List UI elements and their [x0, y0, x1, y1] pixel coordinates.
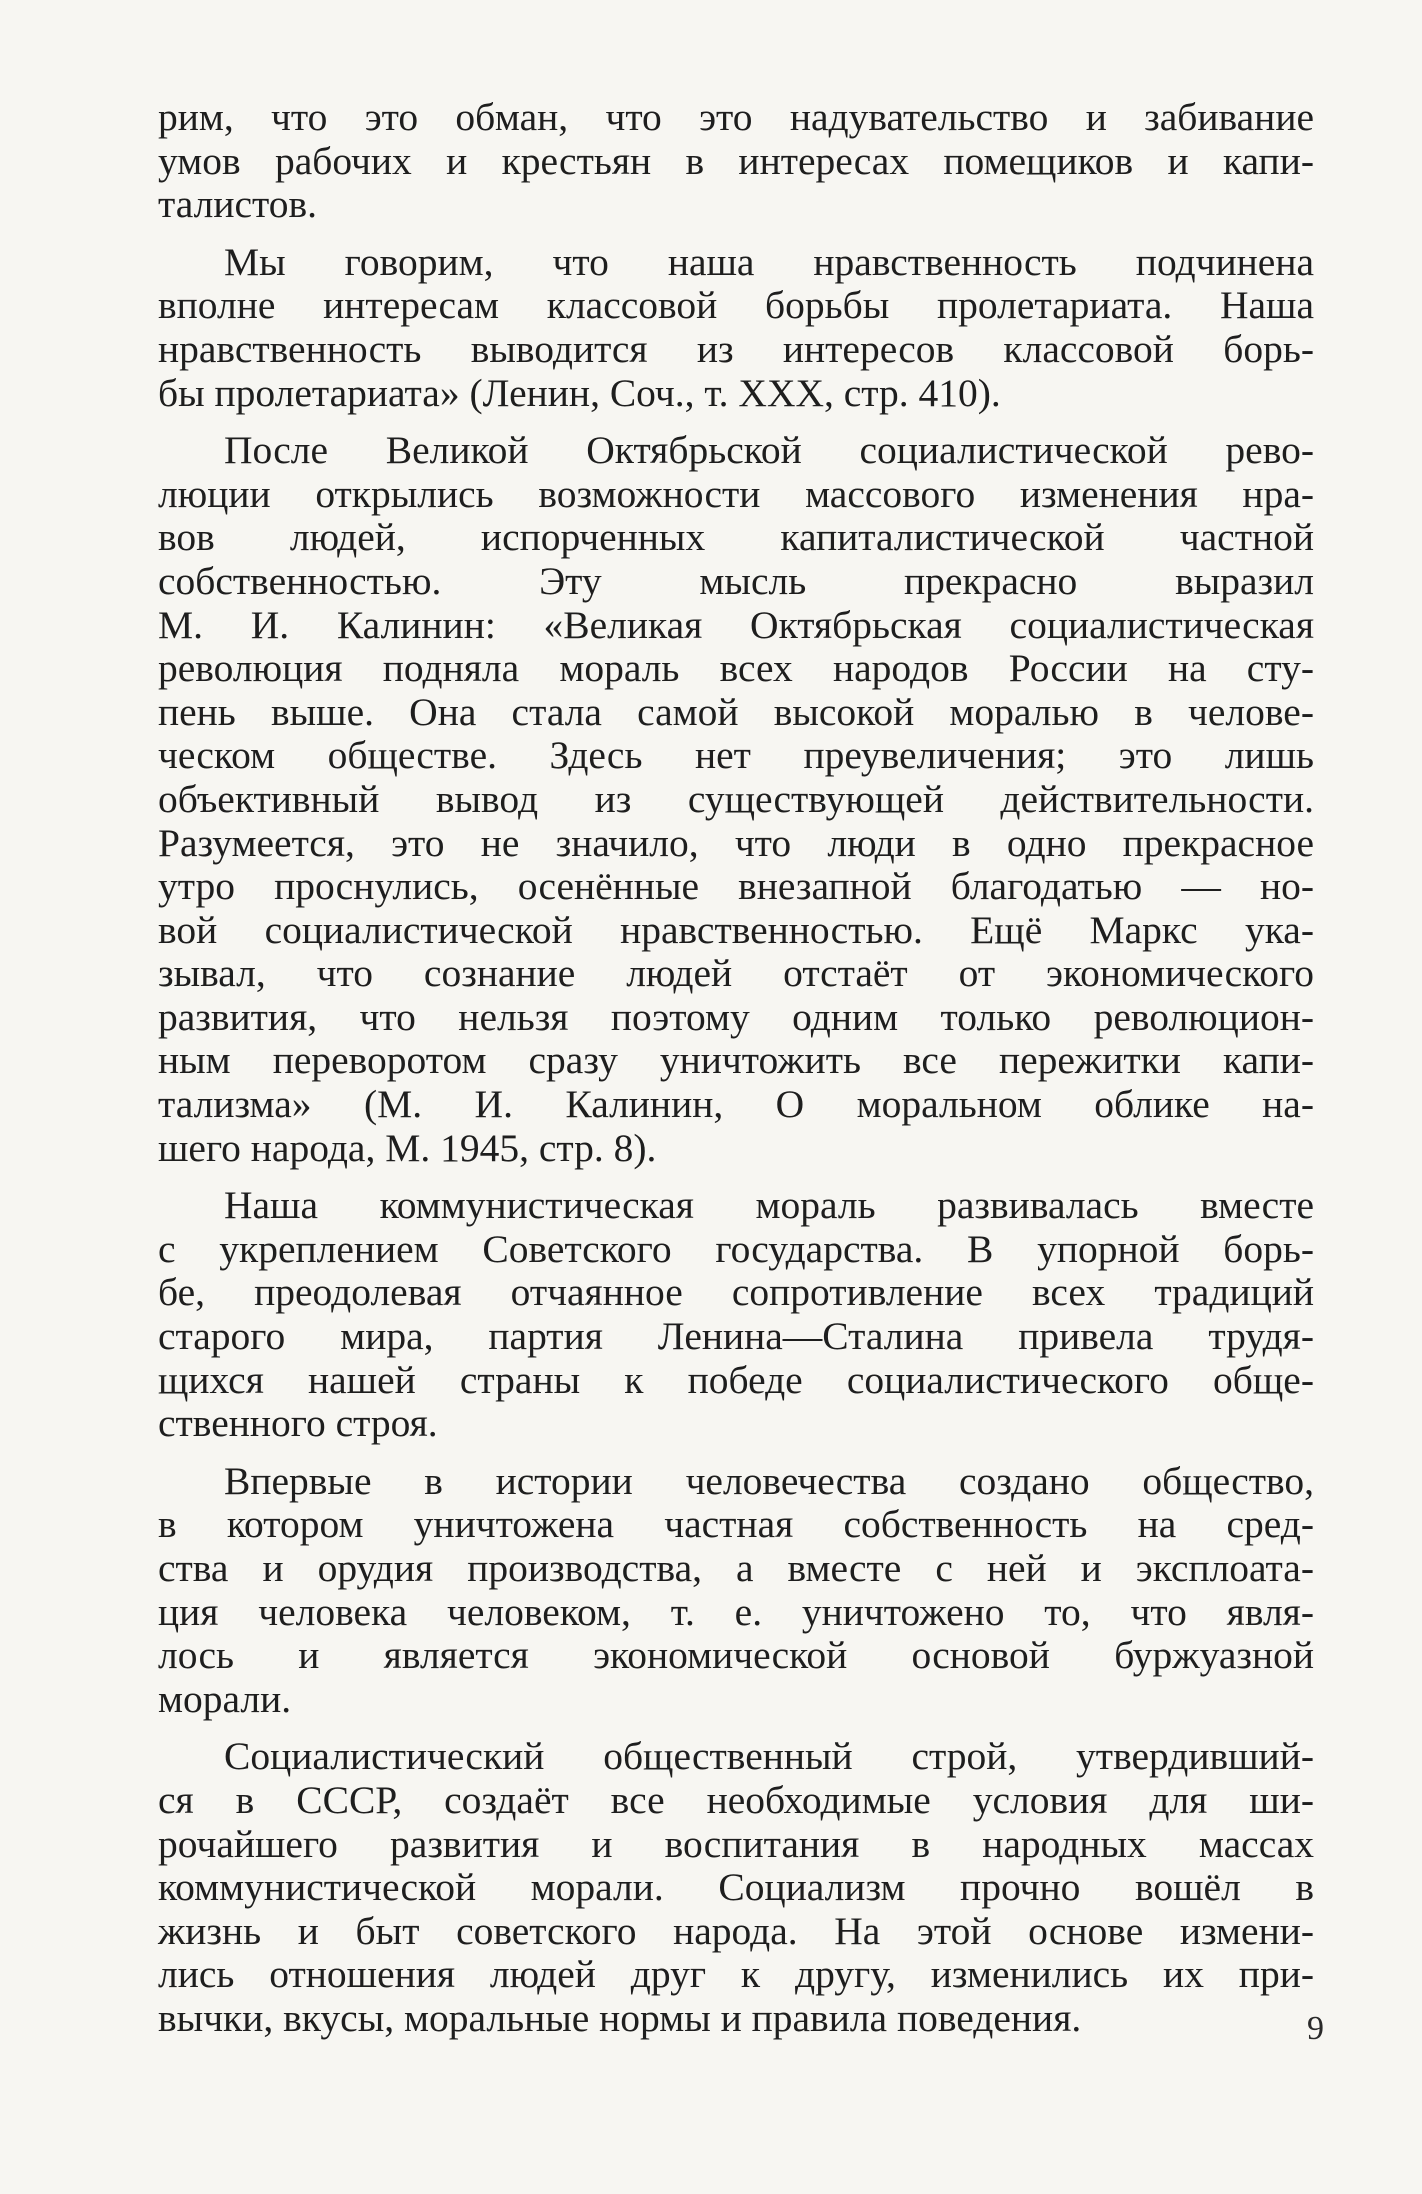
text-line: ция человека человеком, т. е. уничтожено то, что явля- — [158, 1589, 1314, 1634]
text-line: в котором уничтожена частная собственность на сред- — [158, 1502, 1314, 1547]
text-line: утро проснулись, осенённые внезапной благодатью — но- — [158, 864, 1314, 909]
paragraph-gap — [158, 1721, 1314, 1735]
paragraph — [158, 1735, 1314, 2040]
text-line: с укреплением Советского государства. В упорной борь- — [158, 1226, 1314, 1271]
paragraph — [158, 241, 1314, 415]
text-line: Мы говорим, что наша нравственность подчинена — [224, 239, 1314, 284]
text-line: рочайшего развития и воспитания в народных массах — [158, 1821, 1314, 1866]
text-line: зывал, что сознание людей отстаёт от экономического — [158, 951, 1314, 996]
text-line: ства и орудия производства, а вместе с ней и эксплоата- — [158, 1546, 1314, 1590]
text-line: пень выше. Она стала самой высокой моралью в челове- — [158, 689, 1314, 734]
text-line: Разумеется, это не значило, что люди в одно прекрасное — [158, 820, 1314, 865]
paragraph — [158, 1460, 1314, 1722]
text-line: Впервые в истории человечества создано общество, — [224, 1458, 1314, 1503]
text-line: ным переворотом сразу уничтожить все пережитки капи- — [158, 1038, 1314, 1083]
text-line: объективный вывод из существующей действительности. — [158, 776, 1314, 821]
text-line: Социалистический общественный строй, утвердивший- — [224, 1734, 1314, 1779]
text-line: революция подняла мораль всех народов России на сту- — [158, 646, 1314, 691]
text-line: лись отношения людей друг к другу, изменились их при- — [158, 1952, 1314, 1997]
text-line: нравственность выводится из интересов классовой борь- — [158, 326, 1314, 371]
paragraph — [158, 1184, 1314, 1446]
text-line: вой социалистической нравственностью. Ещё Маркс ука- — [158, 907, 1314, 952]
text-line: жизнь и быт советского народа. На этой основе измени- — [158, 1908, 1314, 1953]
text-line: собственностью. Эту мысль прекрасно выразил — [158, 558, 1314, 603]
paragraph-gap — [158, 1170, 1314, 1184]
text-line: ся в СССР, создаёт все необходимые условия для ши- — [158, 1777, 1314, 1822]
text-line: Наша коммунистическая мораль развивалась вместе — [224, 1183, 1314, 1228]
text-line: ческом обществе. Здесь нет преувеличения; это лишь — [158, 733, 1314, 778]
text-line: бе, преодолевая отчаянное сопротивление всех традиций — [158, 1270, 1314, 1315]
paragraph-gap — [158, 227, 1314, 241]
text-line: рим, что это обман, что это надувательство и забивание — [158, 95, 1314, 139]
text-line: вов людей, испорченных капиталистической частной — [158, 515, 1314, 560]
text-line: После Великой Октябрьской социалистической рево- — [224, 428, 1314, 473]
text-line: старого мира, партия Ленина—Сталина привела трудя- — [158, 1314, 1314, 1359]
text-line: вычки, вкусы, моральные нормы и правила поведения. — [158, 1995, 1082, 2040]
text-line: тализма» (М. И. Калинин, О моральном облике на- — [158, 1082, 1314, 1127]
text-line: щихся нашей страны к победе социалистического обще- — [158, 1357, 1314, 1402]
text-line: вполне интересам классовой борьбы пролетариата. Наша — [158, 283, 1314, 328]
page-number: 9 — [1307, 2010, 1324, 2047]
text-line: люции открылись возможности массового изменения нра- — [158, 471, 1314, 516]
text-line: М. И. Калинин: «Великая Октябрьская социалистическая — [158, 602, 1314, 647]
body-text — [158, 96, 1314, 2041]
paragraph — [158, 96, 1314, 227]
paragraph-gap — [158, 1446, 1314, 1460]
text-line: морали. — [158, 1676, 292, 1721]
text-line: коммунистической морали. Социализм прочно вошёл в — [158, 1865, 1314, 1910]
paragraph — [158, 429, 1314, 1170]
text-line: ственного строя. — [158, 1401, 438, 1446]
text-line: шего народа, М. 1945, стр. 8). — [158, 1125, 657, 1170]
text-line: бы пролетариата» (Ленин, Соч., т. XXX, стр. 410). — [158, 370, 1001, 415]
text-line: развития, что нельзя поэтому одним только революцион- — [158, 994, 1314, 1039]
text-line: лось и является экономической основой буржуазной — [158, 1633, 1314, 1678]
paragraph-gap — [158, 415, 1314, 429]
text-line: талистов. — [158, 182, 318, 227]
text-line: умов рабочих и крестьян в интересах помещиков и капи- — [158, 138, 1314, 183]
